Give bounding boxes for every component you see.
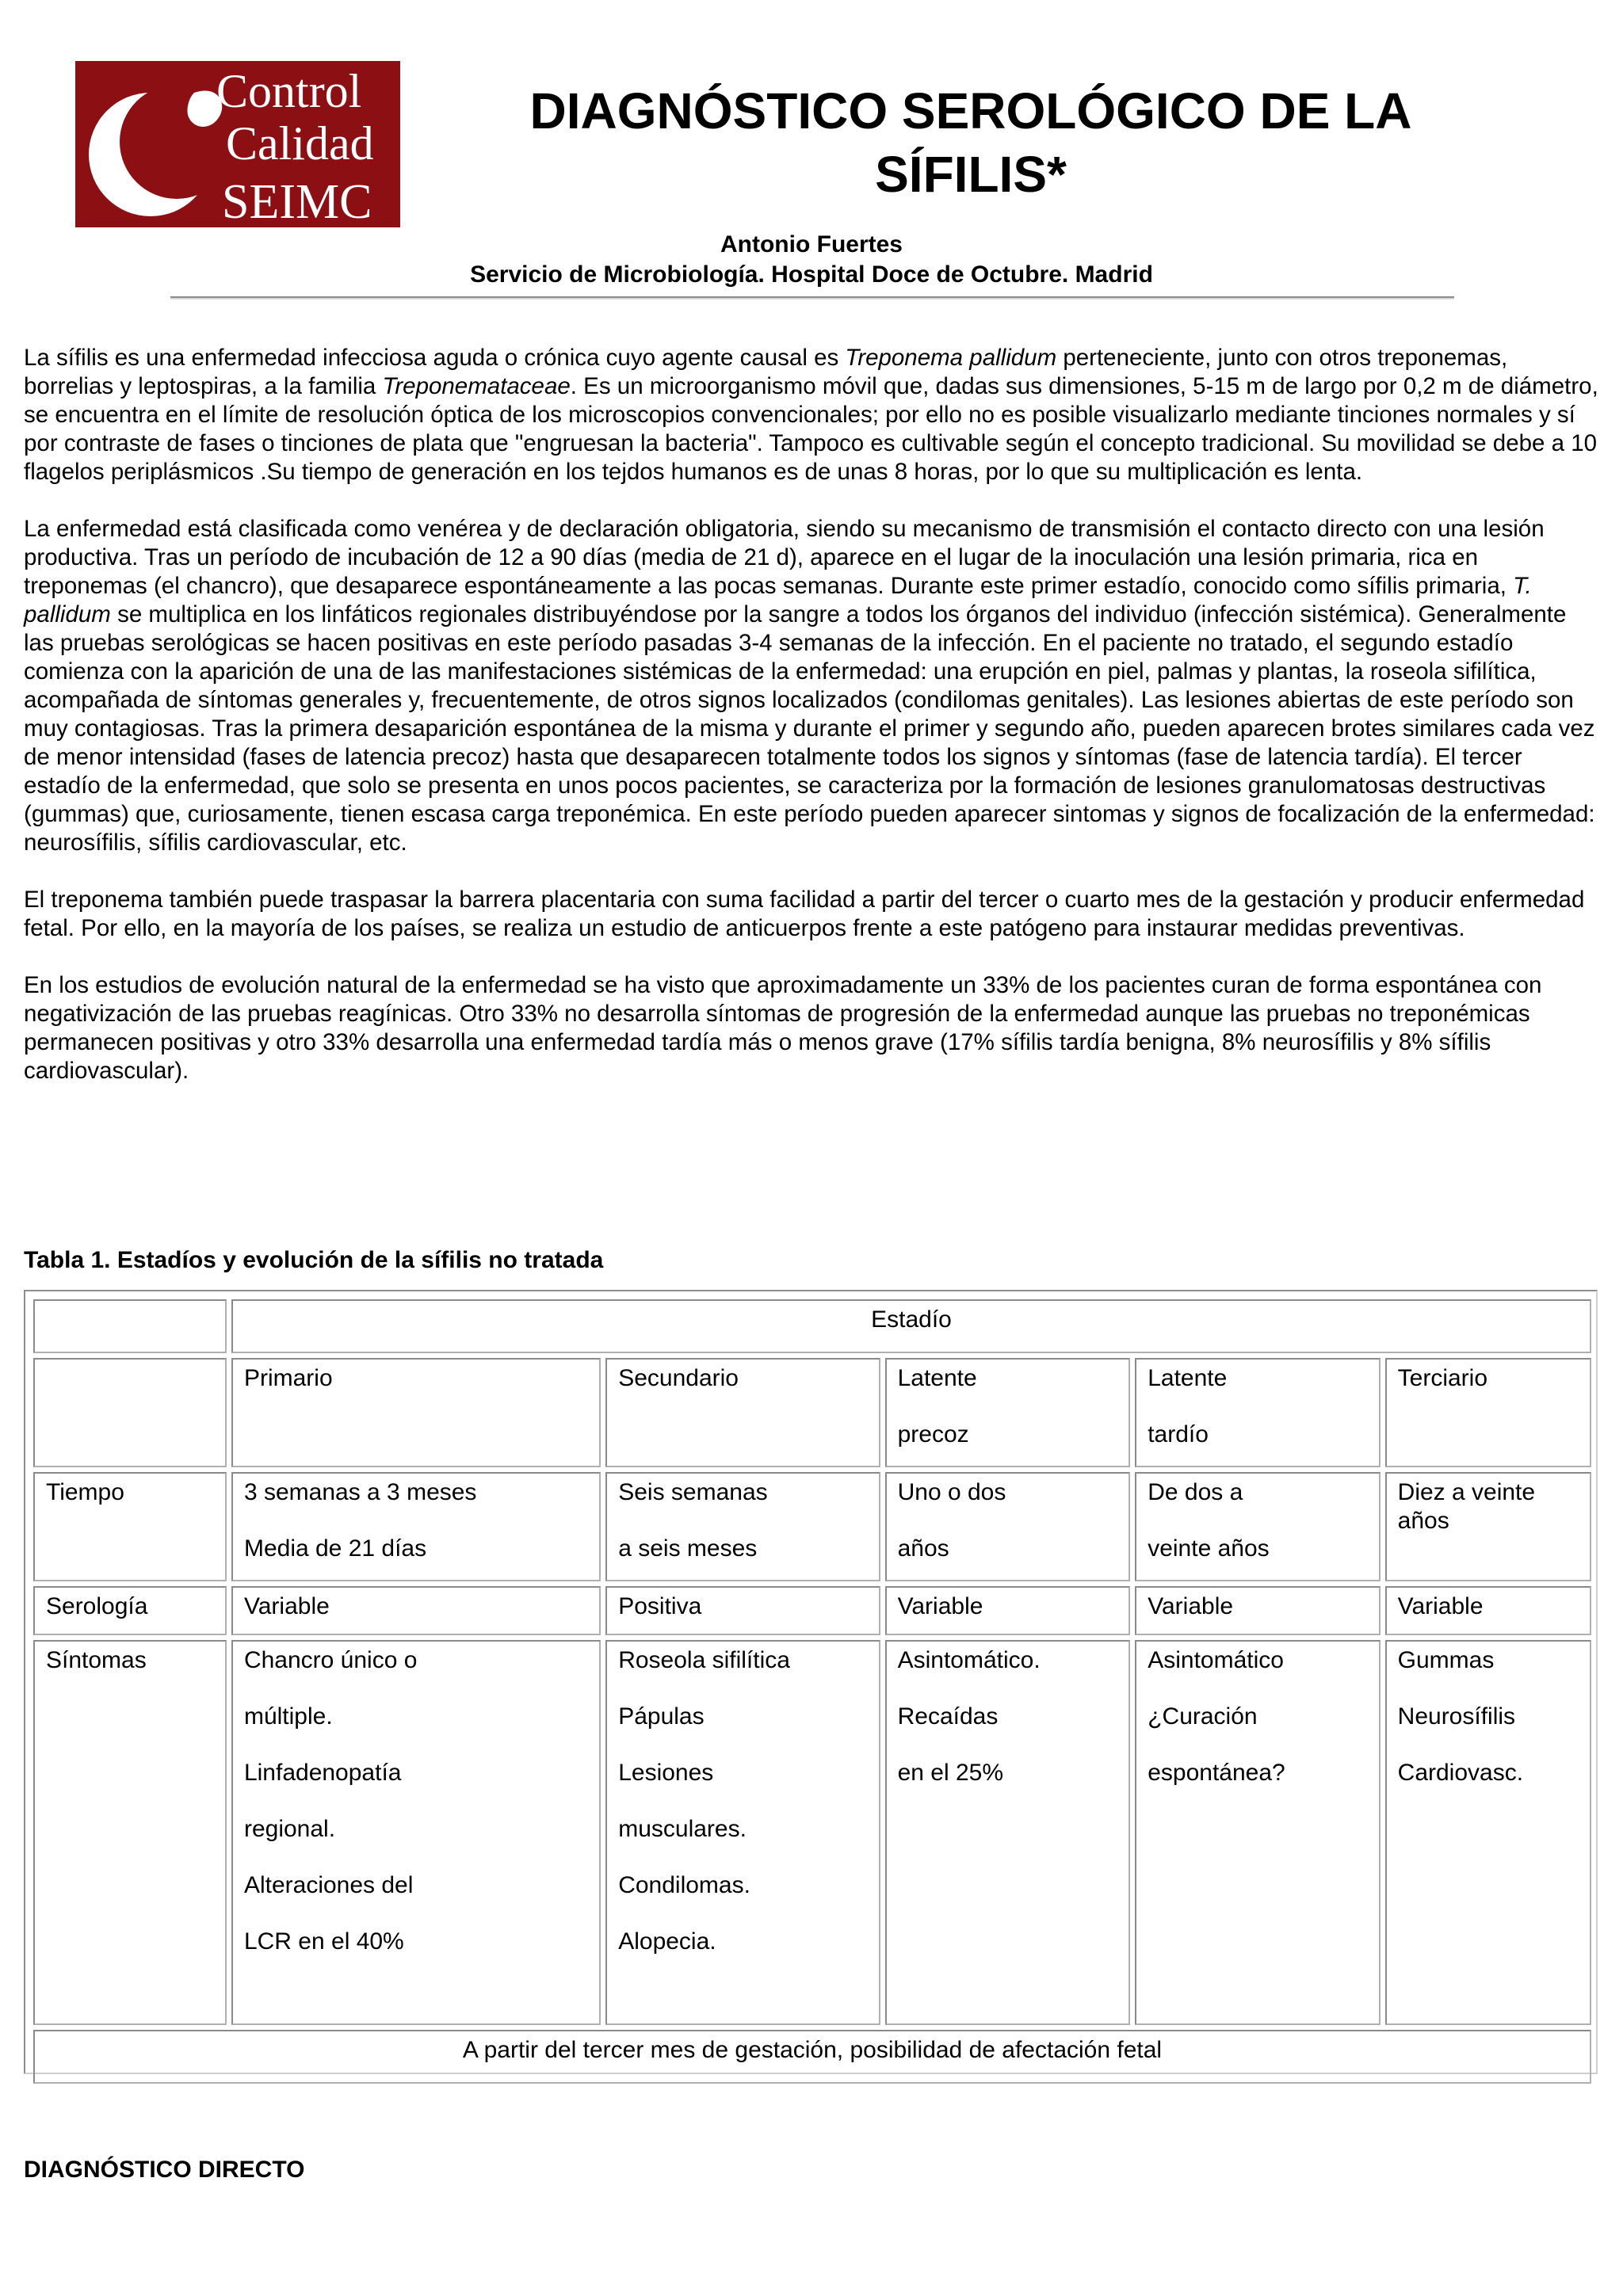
- article-body: [24, 344, 1601, 1114]
- table-cell: [1385, 1640, 1591, 2025]
- cell-line: Chancro único o: [243, 1647, 418, 1673]
- control-calidad-seimc-logo: [75, 61, 400, 227]
- cell-line: años: [897, 1535, 949, 1562]
- stage-column-header: [605, 1358, 880, 1467]
- table-cell: [1385, 1472, 1591, 1581]
- cell-line: en el 25%: [897, 1760, 1004, 1786]
- table-cell: [885, 1586, 1131, 1635]
- table-cell: [231, 1586, 601, 1635]
- table-row-label: Serología: [33, 1586, 227, 1635]
- cell-line: LCR en el 40%: [243, 1928, 404, 1955]
- family-name: Treponemataceae: [382, 373, 571, 399]
- header-divider: [170, 296, 1454, 299]
- paragraph-2: La enfermedad está clasificada como venérea y de declaración obligatoria, siendo su mecanismo de transmisión el contacto directo con una lesión productiva. Tras un período de incubación de 12 a 90 días (media de 21 d), aparece en el lugar de la inoculación una lesión primaria, rica en treponemas (el chancro), que desaparece espontáneamente a las pocas semanas. Durante este primer estadío, conocido como sífilis primaria, T. pallidum se multiplica en los linfáticos regionales distribuyéndose por la sangre a todos los órganos del individuo (infección sistémica). Generalmente las pruebas serológicas se hacen positivas en este período pasadas 3-4 semanas de la infección. En el paciente no tratado, el segundo estadío comienza con la aparición de una de las manifestaciones sistémicas de la enfermedad: una erupción en piel, palmas y plantas, la roseola sifilítica, acompañada de síntomas generales y, frecuentemente, de otros signos localizados (condilomas genitales). Las lesiones abiertas de este período son muy contagiosas. Tras la primera desaparición espontánea de la misma y durante el primer y segundo año, pueden aparecen brotes similares cada vez de menor intensidad (fases de latencia precoz) hasta que desaparecen totalmente todos los signos y síntomas (fase de latencia tardía). El tercer estadío de la enfermedad, que solo se presenta en unos pocos pacientes, se caracteriza por la formación de lesiones granulomatosas destructivas (gummas) que, curiosamente, tienen escasa carga treponémica. En este período pueden aparecer sintomas y signos de focalización de la enfermedad: neurosífilis, sífilis cardiovascular, etc.: [24, 516, 1595, 856]
- cell-line: Lesiones: [618, 1760, 714, 1786]
- table-row-header-blank: [33, 1358, 227, 1467]
- cell-line: regional.: [243, 1816, 336, 1842]
- table-caption: Tabla 1. Estadíos y evolución de la sífilis no tratada: [24, 1247, 604, 1273]
- cell-line: Asintomático: [1148, 1647, 1284, 1673]
- cell-line: Cardiovasc.: [1397, 1760, 1524, 1786]
- logo-line-1: Control: [216, 65, 362, 117]
- table-cell: [1385, 1586, 1591, 1635]
- table-corner-cell: [33, 1299, 227, 1353]
- section-heading: DIAGNÓSTICO DIRECTO: [24, 2157, 305, 2183]
- cell-line: Terciario: [1397, 1365, 1488, 1391]
- cell-line: veinte años: [1148, 1535, 1270, 1562]
- author-affiliation: Servicio de Microbiología. Hospital Doce de Octubre. Madrid: [470, 261, 1153, 288]
- cell-line: Pápulas: [618, 1703, 705, 1730]
- cell-line: Variable: [1397, 1593, 1484, 1619]
- table-cell: [885, 1472, 1131, 1581]
- cell-line: Recaídas: [897, 1703, 999, 1730]
- cell-line: Latente: [897, 1365, 977, 1391]
- cell-line: 3 semanas a 3 meses: [243, 1479, 477, 1505]
- paragraph-1: La sífilis es una enfermedad infecciosa aguda o crónica cuyo agente causal es Treponema pallidum perteneciente, junto con otros treponemas, borrelias y leptospiras, a la familia Treponemataceae. Es un microorganismo móvil que, dadas sus dimensiones, 5-15 m de largo por 0,2 m de diámetro, se encuentra en el límite de resolución óptica de los microscopios convencionales; por ello no es posible visualizarlo mediante tinciones normales y sí por contraste de fases o tinciones de plata que "engruesan la bacteria". Tampoco es cultivable según el concepto tradicional. Su movilidad se debe a 10 flagelos periplásmicos .Su tiempo de generación en los tejdos humanos es de unas 8 horas, por lo que su multiplicación es lenta.: [24, 345, 1598, 485]
- paragraph-4: En los estudios de evolución natural de la enfermedad se ha visto que aproximadamente un 33% de los pacientes curan de forma espontánea con negativización de las pruebas reagínicas. Otro 33% no desarrolla síntomas de progresión de la enfermedad aunque las pruebas no treponémicas permanecen positivas y otro 33% desarrolla una enfermedad tardía más o menos grave (17% sífilis tardía benigna, 8% neurosífilis y 8% sífilis cardiovascular).: [24, 972, 1542, 1084]
- stages-table-grid: [29, 1295, 1596, 2088]
- cell-line: Neurosífilis: [1397, 1703, 1516, 1730]
- table-row-label: Síntomas: [33, 1640, 227, 2025]
- stage-group-header: Estadío: [231, 1299, 1591, 1353]
- table-cell: [231, 1640, 601, 2025]
- cell-line: musculares.: [618, 1816, 747, 1842]
- cell-line: Primario: [243, 1365, 333, 1391]
- author-name: Antonio Fuertes: [720, 231, 903, 257]
- cell-line: Roseola sifilítica: [618, 1647, 790, 1673]
- stage-column-header: [885, 1358, 1131, 1467]
- table-cell: [1135, 1472, 1380, 1581]
- cell-line: Linfadenopatía: [243, 1760, 402, 1786]
- cell-line: múltiple.: [243, 1703, 333, 1730]
- cell-line: tardío: [1148, 1421, 1209, 1447]
- stage-column-header: [1385, 1358, 1591, 1467]
- cell-line: De dos a: [1148, 1479, 1243, 1505]
- paragraph-3: El treponema también puede traspasar la barrera placentaria con suma facilidad a partir del tercer o cuarto mes de la gestación y producir enfermedad fetal. Por ello, en la mayoría de los países, se realiza un estudio de anticuerpos frente a este patógeno para instaurar medidas preventivas.: [24, 887, 1585, 941]
- cell-line: Media de 21 días: [243, 1535, 427, 1562]
- cell-line: Variable: [243, 1593, 330, 1619]
- stage-column-header: [1135, 1358, 1380, 1467]
- author-block: [0, 230, 1623, 290]
- cell-line: Diez a veinte años: [1397, 1479, 1536, 1534]
- table-cell: [1135, 1640, 1380, 2025]
- table-cell: [1135, 1586, 1380, 1635]
- table-cell: [605, 1586, 880, 1635]
- logo-line-2: Calidad: [226, 117, 374, 170]
- cell-line: precoz: [897, 1421, 969, 1447]
- table-footer-note: A partir del tercer mes de gestación, posibilidad de afectación fetal: [33, 2030, 1591, 2084]
- cell-line: Latente: [1148, 1365, 1228, 1391]
- cell-line: Positiva: [618, 1593, 702, 1619]
- cell-line: Variable: [897, 1593, 983, 1619]
- cell-line: Alopecia.: [618, 1928, 716, 1955]
- species-abbrev: T. pallidum: [24, 573, 1532, 627]
- table-cell: [231, 1472, 601, 1581]
- cell-line: Seis semanas: [618, 1479, 768, 1505]
- cell-line: Gummas: [1397, 1647, 1495, 1673]
- table-cell: [605, 1472, 880, 1581]
- cell-line: a seis meses: [618, 1535, 758, 1562]
- species-name: Treponema pallidum: [845, 345, 1057, 371]
- cell-line: Secundario: [618, 1365, 739, 1391]
- cell-line: Uno o dos: [897, 1479, 1006, 1505]
- table-cell: [885, 1640, 1131, 2025]
- stages-table: [24, 1290, 1598, 2074]
- table-row-label: Tiempo: [33, 1472, 227, 1581]
- cell-line: Condilomas.: [618, 1872, 750, 1898]
- cell-line: Variable: [1148, 1593, 1234, 1619]
- logo-line-3: SEIMC: [222, 175, 372, 227]
- stage-column-header: [231, 1358, 601, 1467]
- cell-line: Asintomático.: [897, 1647, 1041, 1673]
- cell-line: Alteraciones del: [243, 1872, 414, 1898]
- cell-line: ¿Curación: [1148, 1703, 1258, 1730]
- page-title: DIAGNÓSTICO SEROLÓGICO DE LA SÍFILIS*: [529, 82, 1412, 203]
- table-cell: [605, 1640, 880, 2025]
- cell-line: espontánea?: [1148, 1760, 1285, 1786]
